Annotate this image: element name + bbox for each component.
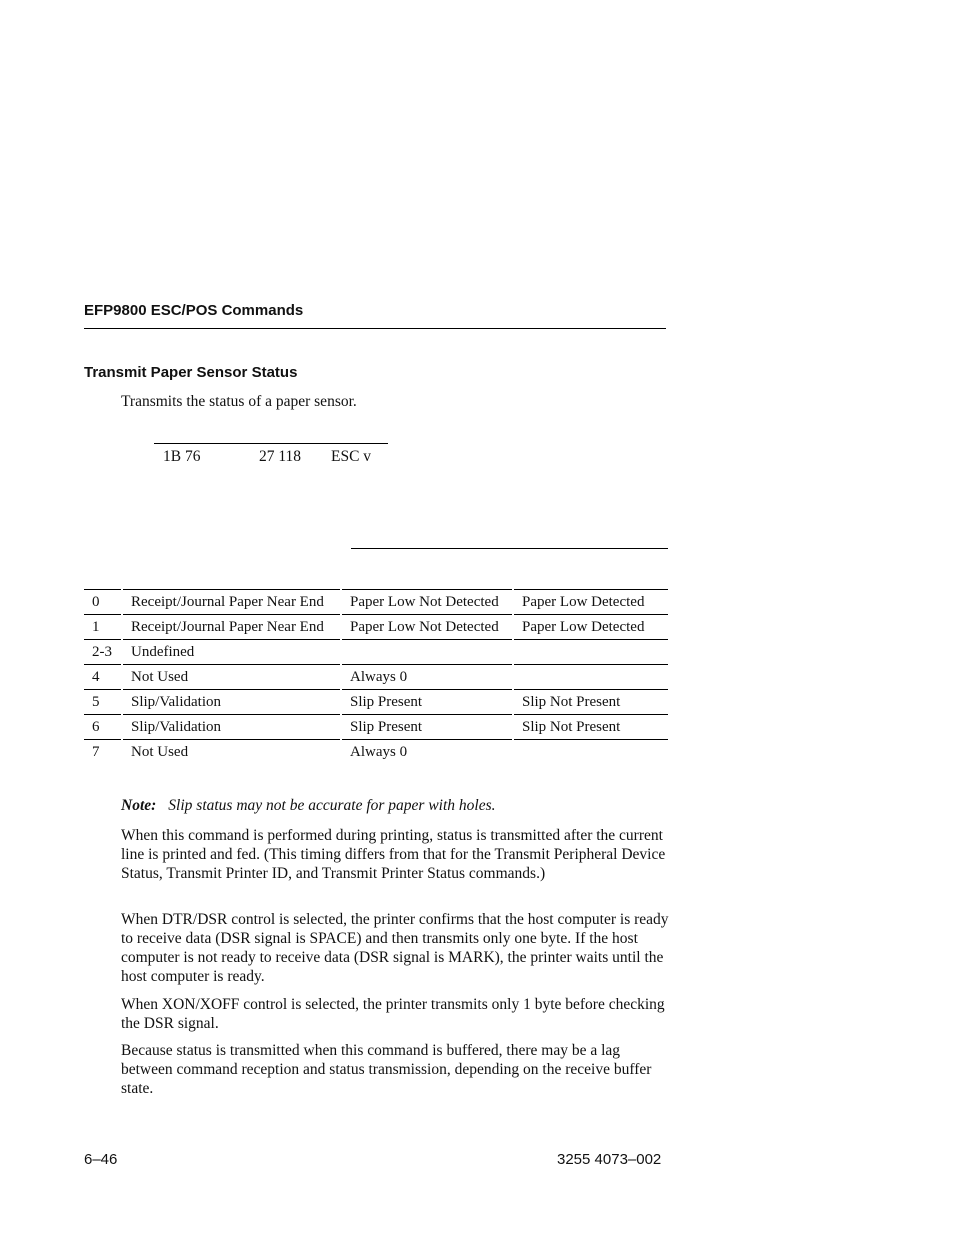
status-bit-cell: 7 — [84, 739, 121, 764]
section-title: Transmit Paper Sensor Status — [84, 364, 298, 381]
section-intro: Transmits the status of a paper sensor. — [121, 393, 357, 410]
status-function-cell: Receipt/Journal Paper Near End — [123, 614, 340, 639]
status-bit-cell: 6 — [84, 714, 121, 739]
status-on-cell — [514, 739, 668, 764]
table-row — [84, 739, 668, 764]
paragraph: When XON/XOFF control is selected, the printer transmits only 1 byte before checking the DSR signal. — [121, 996, 665, 1032]
table-row — [84, 639, 668, 664]
note-label: Note: — [121, 797, 157, 814]
status-off-cell: Slip Present — [342, 689, 512, 714]
status-function-cell: Slip/Validation — [123, 689, 340, 714]
table-row — [84, 664, 668, 689]
table-row — [84, 614, 668, 639]
status-function-cell: Receipt/Journal Paper Near End — [123, 589, 340, 614]
status-bit-cell: 5 — [84, 689, 121, 714]
document-number: 3255 4073–002 — [557, 1151, 662, 1168]
running-header — [84, 302, 666, 329]
status-function-cell: Not Used — [123, 664, 340, 689]
table-header-rule — [351, 548, 668, 549]
status-on-cell: Paper Low Detected — [514, 614, 668, 639]
status-function-cell: Not Used — [123, 739, 340, 764]
code-hex: 1B 76 — [163, 448, 201, 465]
status-on-cell: Paper Low Detected — [514, 589, 668, 614]
code-ascii: ESC v — [331, 448, 372, 465]
status-off-cell: Always 0 — [342, 739, 512, 764]
status-on-cell: Slip Not Present — [514, 689, 668, 714]
status-bit-cell: 1 — [84, 614, 121, 639]
paragraph: When DTR/DSR control is selected, the printer confirms that the host computer is ready to receive data (DSR signal is SPACE) and then transmits only one byte. If the host computer is not ready to receive data (DSR signal is MARK), the printer waits until the host computer is ready. — [121, 911, 669, 985]
status-on-cell: Slip Not Present — [514, 714, 668, 739]
status-bit-cell: 0 — [84, 589, 121, 614]
paragraph: Because status is transmitted when this command is buffered, there may be a lag between command reception and status transmission, depending on the receive buffer state. — [121, 1042, 652, 1097]
table-row — [84, 589, 668, 614]
page-number: 6–46 — [84, 1151, 118, 1168]
status-off-cell: Paper Low Not Detected — [342, 614, 512, 639]
status-table — [84, 589, 668, 764]
status-off-cell: Slip Present — [342, 714, 512, 739]
status-function-cell: Undefined — [123, 639, 340, 664]
status-off-cell — [342, 639, 512, 664]
status-off-cell: Always 0 — [342, 664, 512, 689]
note-text: Slip status may not be accurate for paper with holes. — [168, 797, 496, 814]
paragraph: When this command is performed during printing, status is transmitted after the current line is printed and fed. (This timing differs from that for the Transmit Peripheral Device Status, Transmit Printer ID, and Transmit Printer Status commands.) — [121, 827, 666, 882]
status-off-cell: Paper Low Not Detected — [342, 589, 512, 614]
code-table-rule — [154, 443, 388, 444]
status-bit-cell: 2-3 — [84, 639, 121, 664]
status-on-cell — [514, 639, 668, 664]
code-decimal: 27 118 — [259, 448, 302, 465]
status-on-cell — [514, 664, 668, 689]
note — [121, 797, 496, 815]
status-function-cell: Slip/Validation — [123, 714, 340, 739]
table-row — [84, 714, 668, 739]
status-bit-cell: 4 — [84, 664, 121, 689]
table-row — [84, 689, 668, 714]
header-title: EFP9800 ESC/POS Commands — [84, 302, 304, 319]
